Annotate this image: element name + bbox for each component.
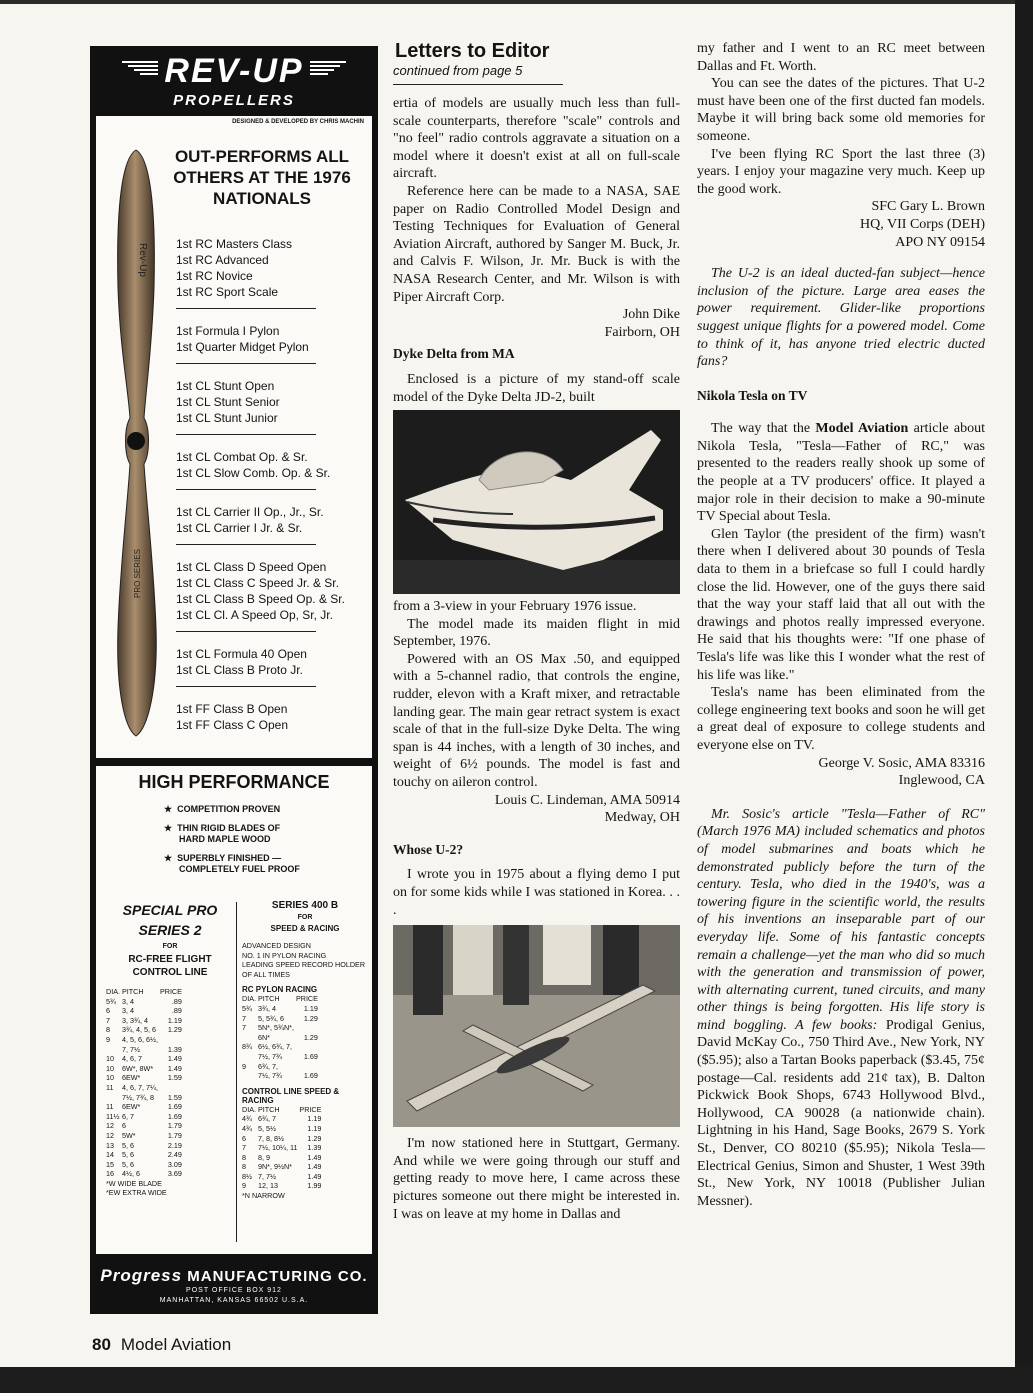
table-row [106, 1006, 184, 1016]
table-row [106, 1112, 184, 1122]
win-item: 1st CL Carrier I Jr. & Sr. [176, 521, 303, 535]
u2-photo [393, 925, 680, 1127]
ad-header [90, 46, 378, 116]
series-400-note: *N NARROW [242, 1191, 285, 1201]
table-cell: 3, 4 [121, 996, 134, 1006]
column-header: DIA. [242, 994, 256, 1004]
table-cell: 11½ [106, 1111, 120, 1121]
text-run: article about Nikola Tesla, "Tesla—Father of RC," was presented to the readers really shook up some of the people at a TV producers' office. It played a major role in their decision to make a 90-minute TV Special about Tesla. [697, 421, 986, 525]
manufacturer-name: Progress [100, 1266, 183, 1285]
letter-heading: Dyke Delta from MA [393, 346, 515, 362]
manufacturer-block [90, 1256, 378, 1306]
table-header [242, 994, 320, 1004]
table-row [106, 1131, 184, 1141]
column-header: PRICE [299, 1104, 322, 1114]
table-cell: 7 [242, 1023, 246, 1033]
table-cell: 1.79 [167, 1121, 182, 1131]
column-header: PITCH [257, 1104, 280, 1114]
wing-icon-right [310, 60, 350, 76]
feature-item: ★ SUPERBLY FINISHED — COMPLETELY FUEL PROOF [164, 853, 300, 874]
table-row [106, 1160, 184, 1170]
table-cell: 4¾ [242, 1114, 252, 1124]
table-row [242, 1124, 323, 1134]
table-cell [242, 1052, 258, 1062]
signature-unit: HQ, VII Corps (DEH) [860, 216, 985, 232]
table-row [106, 1093, 184, 1103]
special-pro-price-table [106, 987, 184, 1179]
table-cell: 1.69 [303, 1051, 318, 1061]
table-cell: 4, 6, 7, 7¼, [121, 1082, 158, 1092]
table-cell: 6N* [257, 1032, 270, 1042]
win-item: 1st RC Novice [176, 269, 253, 283]
column-header: PITCH [121, 987, 144, 996]
table-row [242, 1004, 320, 1014]
table-row [242, 1042, 320, 1052]
column-header: PITCH [257, 994, 280, 1004]
table-cell: 6EW* [121, 1073, 141, 1083]
special-pro-title: SPECIAL PRO SERIES 2 [122, 902, 218, 938]
table-cell: 1.39 [167, 1044, 182, 1054]
paragraph: my father and I went to an RC meet between Dallas and Ft. Worth. [697, 41, 985, 74]
page-number: 80 [92, 1335, 111, 1354]
wins-group-formula [176, 646, 345, 678]
letters-column-3 [697, 40, 985, 1210]
dyke-delta-photo [393, 410, 680, 594]
table-cell: 3¾, 4 [257, 1003, 276, 1013]
win-item: 1st Formula I Pylon [176, 324, 280, 338]
table-row [242, 1181, 323, 1191]
table-row [106, 1073, 184, 1083]
table-cell: 10 [106, 1073, 114, 1083]
signature-location: Inglewood, CA [898, 773, 985, 789]
table-row [106, 1064, 184, 1074]
section-title: Letters to Editor [395, 40, 550, 62]
table-cell: 1.69 [303, 1071, 318, 1081]
table-cell: 1.29 [307, 1133, 322, 1143]
win-item: 1st FF Class C Open [176, 718, 289, 732]
editor-note [697, 806, 985, 1211]
paragraph: I've been flying RC Sport the last three (3) years. I enjoy your magazine very much. Keep up the good work. [697, 146, 985, 197]
series-400-title: SERIES 400 B [271, 900, 339, 911]
table-cell: 7, 7½ [257, 1171, 276, 1181]
table-row [106, 1141, 184, 1151]
manufacturer-suffix: MANUFACTURING CO. [187, 1268, 368, 1285]
win-item: 1st CL Class D Speed Open [176, 560, 327, 574]
table-cell: 5, 5½ [257, 1123, 276, 1133]
table-cell: 5¾ [106, 996, 116, 1006]
feature-item: ★ THIN RIGID BLADES OF HARD MAPLE WOOD [164, 823, 281, 844]
table-row [106, 1169, 184, 1179]
table-cell: 8¾ [242, 1042, 252, 1052]
column-header: DIA. [106, 987, 120, 996]
wins-group-pylon [176, 323, 345, 355]
special-pro-note: *EW EXTRA WIDE [106, 1188, 167, 1198]
publication-name: Model Aviation [120, 1335, 232, 1354]
table-cell: 8 [106, 1025, 110, 1035]
text-run: Prodigal Genius, David McKay Co., 750 Third Ave., New York, NY ($5.95); also a Tartan Books paperback ($3.45, 75¢ postage—Cal. residents add 21¢ tax), B. Dalton Pickwick Book Shops, 6743 Hollywood Blvd., Hollywood, CA 90028 (a nationwide chain). Lightning in his Hand, Sage Books, 2679 S. York St., Denver, CO 80210 ($5.95); Nikola Tesla—Electrical Genius, Simon and Shuster, 1 West 39th St., New York, NY 10018 (Publisher Julian Messner). [697, 1017, 985, 1209]
brand-subtitle: PROPELLERS [173, 92, 295, 109]
prop-label-series: PRO SERIES [133, 549, 142, 598]
performance-title: HIGH PERFORMANCE [138, 772, 330, 792]
table-cell: 1.69 [167, 1102, 182, 1112]
ad-pricing-panel [96, 766, 372, 1254]
table-cell: 5¾ [242, 1003, 252, 1013]
table-cell [296, 1062, 320, 1072]
table-cell: 2.49 [167, 1150, 182, 1160]
series-400-point: NO. 1 IN PYLON RACING [242, 950, 327, 960]
table-cell [242, 1033, 258, 1043]
paragraph: I'm now stationed here in Stuttgart, Germany. And while we were going through our stuff and getting ready to move here, I came across these pictures someone out there might be interested in. I was on leave at my home in Dallas and [393, 1136, 680, 1222]
table-cell: 5, 6 [121, 1159, 134, 1169]
table-cell: 5, 6 [121, 1140, 134, 1150]
table-row [106, 1083, 184, 1093]
table-cell: 2.19 [167, 1140, 182, 1150]
table-cell: 3.69 [167, 1169, 182, 1179]
divider [176, 363, 316, 364]
wins-group-stunt [176, 378, 345, 426]
table-cell: 1.69 [167, 1111, 182, 1121]
wins-group-rc [176, 236, 345, 300]
table-cell: 7 [106, 1015, 110, 1025]
table-cell: 11 [106, 1082, 114, 1092]
table-cell: 9 [242, 1061, 246, 1071]
table-cell [296, 1023, 320, 1033]
table-cell: 3, 4 [121, 1006, 134, 1016]
continued-note: continued from page 5 [393, 63, 523, 78]
table-cell: 6EW* [121, 1102, 141, 1112]
table-row [106, 1121, 184, 1131]
signature: John Dike [622, 307, 680, 323]
table-row [106, 1150, 184, 1160]
paragraph: Reference here can be made to a NASA, SAE paper on Radio Controlled Model Design and Testing Techniques for Evaluation of General Aviation Aircraft, authored by Sanger M. Buck, Jr. and Calvis F. Wilson, Jr. Mr. Buck is with the NASA Research Center, and Mr. Wilson is with Piper Aircraft Corp. [393, 183, 680, 305]
table-cell [160, 1083, 184, 1093]
divider [176, 631, 316, 632]
table-cell: 6 [121, 1121, 126, 1131]
table-cell: 3.09 [167, 1159, 182, 1169]
dyke-delta-model-image [393, 410, 680, 594]
propeller-illustration [110, 148, 162, 738]
win-item: 1st CL Stunt Open [176, 379, 275, 393]
table-cell: 8 [242, 1152, 246, 1162]
magazine-name: Model Aviation [815, 421, 909, 437]
letter-heading: Nikola Tesla on TV [697, 387, 808, 403]
table-row [242, 1143, 323, 1153]
table-row [242, 1033, 320, 1043]
paragraph: Enclosed is a picture of my stand-off scale model of the Dyke Delta JD-2, built [393, 371, 680, 405]
table-cell: 11 [106, 1102, 114, 1112]
signature: SFC Gary L. Brown [871, 199, 985, 215]
table-cell: 16 [106, 1169, 114, 1179]
table-cell: 7½, 7¾ [257, 1051, 282, 1061]
table-cell: 1.19 [307, 1114, 322, 1124]
paragraph: Tesla's name has been eliminated from the college engineering text books and soon he will get a great deal of exposure to college students and everyone else on TV. [697, 685, 985, 753]
table-cell [296, 1042, 320, 1052]
win-item: 1st CL Slow Comb. Op. & Sr. [176, 466, 331, 480]
table-row [242, 1114, 323, 1124]
table-cell: 15 [106, 1159, 114, 1169]
table-cell: 5, 6 [121, 1150, 134, 1160]
win-item: 1st CL Carrier II Op., Jr., Sr. [176, 505, 324, 519]
rev-up-advertisement [90, 46, 378, 1314]
table-row [242, 1014, 320, 1024]
table-cell: 10 [106, 1063, 114, 1073]
table-cell: 7 [242, 1143, 246, 1153]
table-cell: 1.49 [307, 1152, 322, 1162]
table-cell: 7½, 7¾ [257, 1071, 282, 1081]
table-row [106, 1054, 184, 1064]
special-pro-note: *W WIDE BLADE [106, 1178, 162, 1188]
series-400-use: SPEED & RACING [270, 924, 340, 933]
table-cell: 1.19 [167, 1015, 182, 1025]
feature-item: ★ COMPETITION PROVEN [164, 804, 281, 814]
win-item: 1st RC Masters Class [176, 237, 293, 251]
win-item: 1st RC Sport Scale [176, 285, 279, 299]
paragraph: The model made its maiden flight in mid September, 1976. [393, 616, 680, 650]
nationals-wins-list [176, 236, 345, 733]
prop-label-brand: Rev-Up [137, 243, 148, 277]
table-cell: 1.49 [307, 1162, 322, 1172]
pylon-racing-title: RC PYLON RACING [242, 985, 318, 995]
wins-group-carrier [176, 504, 345, 536]
table-cell: 1.59 [167, 1073, 182, 1083]
table-row [242, 1071, 320, 1081]
wins-group-ff [176, 701, 345, 733]
divider [393, 84, 563, 85]
table-cell: 1.59 [167, 1092, 182, 1102]
signature-address: APO NY 09154 [895, 234, 985, 250]
win-item: 1st CL Class B Proto Jr. [176, 663, 303, 677]
signature-location: Fairborn, OH [604, 324, 680, 340]
series-400-point: LEADING SPEED RECORD HOLDER OF ALL TIMES [242, 960, 366, 979]
table-cell: 10 [106, 1054, 114, 1064]
table-cell: 6 [106, 1006, 110, 1016]
control-line-title: CONTROL LINE SPEED & RACING [242, 1086, 340, 1105]
table-cell: 8, 9 [257, 1152, 270, 1162]
series-400-for: FOR [297, 914, 313, 921]
wins-group-speed [176, 559, 345, 623]
table-cell [106, 1045, 122, 1055]
table-cell: 6 [242, 1133, 246, 1143]
table-cell: 4½, 6 [121, 1169, 140, 1179]
table-cell: 3, 3¾, 4 [121, 1015, 148, 1025]
table-cell: 4, 6, 7 [121, 1054, 142, 1064]
wins-group-combat [176, 449, 345, 481]
column-header: PRICE [159, 987, 182, 996]
paragraph: You can see the dates of the pictures. That U-2 must have been one of the first ducted fan models. Maybe it will bring back some old memories for someone. [697, 76, 985, 144]
page-footer [92, 1335, 231, 1355]
win-item: 1st CL Stunt Junior [176, 411, 278, 425]
table-row [242, 1162, 323, 1172]
win-item: 1st RC Advanced [176, 253, 269, 267]
table-cell: 5, 5¾, 6 [257, 1013, 284, 1023]
table-row [106, 1102, 184, 1112]
table-cell: 6W*, 8W* [121, 1063, 154, 1073]
table-cell: 7½, 10¼, 11 [257, 1143, 298, 1153]
table-row [106, 1045, 184, 1055]
table-row [106, 997, 184, 1007]
table-cell: 6½, 6¾, 7, [257, 1042, 292, 1052]
table-cell: 7 [242, 1013, 246, 1023]
table-cell: 14 [106, 1150, 114, 1160]
divider [176, 308, 316, 309]
table-cell: 4¾ [242, 1123, 252, 1133]
special-pro-column [106, 900, 234, 1198]
table-cell: 8 [242, 1162, 246, 1172]
table-row [242, 1023, 320, 1033]
ad-wins-panel [96, 116, 372, 758]
signature-location: Medway, OH [604, 810, 680, 826]
table-cell: 12, 13 [257, 1181, 278, 1191]
paragraph [697, 420, 985, 526]
control-line-price-table [242, 1105, 323, 1191]
special-pro-use: RC-FREE FLIGHT CONTROL LINE [128, 954, 212, 978]
table-cell: 1.19 [307, 1123, 322, 1133]
paragraph: from a 3-view in your February 1976 issue. [393, 599, 637, 615]
win-item: 1st CL Class C Speed Jr. & Sr. [176, 576, 339, 590]
signature: George V. Sosic, AMA 83316 [818, 755, 985, 771]
series-400-point: ADVANCED DESIGN [242, 941, 311, 950]
table-cell: 7, 7½ [121, 1044, 140, 1054]
designed-by: DESIGNED & DEVELOPED BY CHRIS MACHIN [232, 119, 364, 125]
table-cell: 9 [242, 1181, 246, 1191]
paragraph: I wrote you in 1975 about a flying demo I put on for some kids while I was stationed in Korea. . . . [393, 867, 680, 918]
table-cell: 1.19 [303, 1003, 318, 1013]
series-400-column [242, 900, 368, 1201]
column-header: PRICE [295, 994, 318, 1004]
table-cell: 4, 5, 6, 6½, [121, 1034, 158, 1044]
table-cell: 1.49 [307, 1171, 322, 1181]
editor-note: The U-2 is an ideal ducted-fan subject—hence inclusion of the picture. Large area eases the power requirement. Glider-like proportions suggest unique flights for a powered model. Come to think of it, has anyone tried electric ducted fans? [697, 266, 985, 370]
table-row [242, 1052, 320, 1062]
table-row [106, 1016, 184, 1026]
table-cell: 6¾, 7 [257, 1114, 276, 1124]
win-item: 1st FF Class B Open [176, 702, 288, 716]
table-row [242, 1062, 320, 1072]
win-item: 1st CL Formula 40 Open [176, 647, 307, 661]
divider [176, 434, 316, 435]
column-header: DIA. [242, 1104, 256, 1114]
page-bottom-edge [0, 1367, 1033, 1393]
special-pro-for: FOR [162, 943, 178, 950]
table-cell: 12 [106, 1130, 114, 1140]
table-row [242, 1172, 323, 1182]
table-header [242, 1105, 323, 1115]
table-cell: .89 [171, 1006, 182, 1016]
win-item: 1st Quarter Midget Pylon [176, 340, 309, 354]
page-right-edge [1015, 0, 1033, 1393]
table-cell: 8½ [242, 1171, 252, 1181]
divider [176, 544, 316, 545]
table-cell: 3¾, 4, 5, 6 [121, 1025, 156, 1035]
table-cell [242, 1071, 258, 1081]
letters-column-2 [393, 95, 680, 1223]
table-cell: 7½, 7¾, 8 [121, 1092, 154, 1102]
table-row [242, 1153, 323, 1163]
table-cell: 9 [106, 1034, 110, 1044]
paragraph: Glen Taylor (the president of the firm) wasn't there when I delivered about 30 pounds of Tesla data to them in a briefcase so full I could hardly close the lid. However, one of the guys there said that the way your staff laid that all out with the drawings and photos really impressed everyone. He said that his thoughts were: "If one phase of Tesla's life was like this I wonder what the rest of his life was like." [697, 526, 985, 683]
features-list [164, 804, 300, 883]
table-cell: 1.39 [307, 1143, 322, 1153]
win-item: 1st CL Cl. A Speed Op, Sr, Jr. [176, 608, 333, 622]
brand-logo: REV-UP [164, 52, 304, 90]
table-cell: 1.79 [167, 1130, 182, 1140]
table-cell: 5W* [121, 1130, 136, 1140]
table-row [242, 1134, 323, 1144]
text-run: The way that the [711, 421, 816, 437]
table-cell: 1.29 [303, 1013, 318, 1023]
table-cell: 1.29 [167, 1025, 182, 1035]
letter-heading: Whose U-2? [393, 841, 464, 857]
table-cell: 6¾, 7, [257, 1061, 278, 1071]
table-cell [106, 1093, 122, 1103]
table-cell: 6, 7 [121, 1111, 134, 1121]
table-cell: 1.99 [307, 1181, 322, 1191]
u2-model-image [393, 925, 680, 1127]
table-cell: 1.29 [303, 1032, 318, 1042]
text-run: Mr. Sosic's article "Tesla—Father of RC" (March 1976 MA) included schematics and photos of model submarines and boats which he demonstrated publicly before the turn of the century. Tesla, who died in the 1940's, was a towering figure in the scientific world, the results of his inventions an inseparable part of our everyday life. Some of his fantastic concepts remain a challenge—yet the man who did so much with the generation and transmission of power, with alternating current, tuned circuits, and many other things is being forgotten. His life story is mind boggling. A few books: [697, 806, 985, 1033]
table-cell: 1.49 [167, 1054, 182, 1064]
win-item: 1st CL Stunt Senior [176, 395, 280, 409]
paragraph: ertia of models are usually much less than full-scale counterparts, therefore "scale" controls and "no feel" radio controls aggravate a situation on a model where it doesn't exist at all on full-scale aircraft. [393, 96, 680, 182]
pylon-price-table [242, 994, 320, 1080]
table-cell: 13 [106, 1140, 114, 1150]
win-item: 1st CL Class B Speed Op. & Sr. [176, 592, 345, 606]
win-item: 1st CL Combat Op. & Sr. [176, 450, 308, 464]
signature: Louis C. Lindeman, AMA 50914 [494, 792, 680, 808]
paragraph: Powered with an OS Max .50, and equipped with a 5-channel radio, that controls the engine, rudder, elevon with a Kraft mixer, and retractable landing gear. The main gear retract system is exact scale of that in the full-size Dyke Delta. The wing span is 44 inches, with a length of 30 inches, and weight of 6½ pounds. The model is fast and touchy on aileron control. [393, 651, 680, 791]
table-cell: 1.49 [167, 1063, 182, 1073]
table-cell [160, 1035, 184, 1045]
table-cell: 9N*, 9½N* [257, 1162, 292, 1172]
table-cell: 5N*, 5¾N*, [257, 1023, 294, 1033]
table-header [106, 987, 184, 997]
page-top-edge [0, 0, 1033, 4]
table-row [106, 1025, 184, 1035]
column-divider [236, 902, 237, 1242]
address-line: POST OFFICE BOX 912 [186, 1287, 282, 1294]
table-row [106, 1035, 184, 1045]
table-cell: 7, 8, 8½ [257, 1133, 284, 1143]
divider [176, 686, 316, 687]
ad-headline: OUT-PERFORMS ALL OTHERS AT THE 1976 NATIONALS [173, 147, 351, 208]
divider [176, 489, 316, 490]
table-cell: .89 [171, 996, 182, 1006]
address-line: MANHATTAN, KANSAS 66502 U.S.A. [159, 1297, 309, 1304]
table-cell: 12 [106, 1121, 114, 1131]
